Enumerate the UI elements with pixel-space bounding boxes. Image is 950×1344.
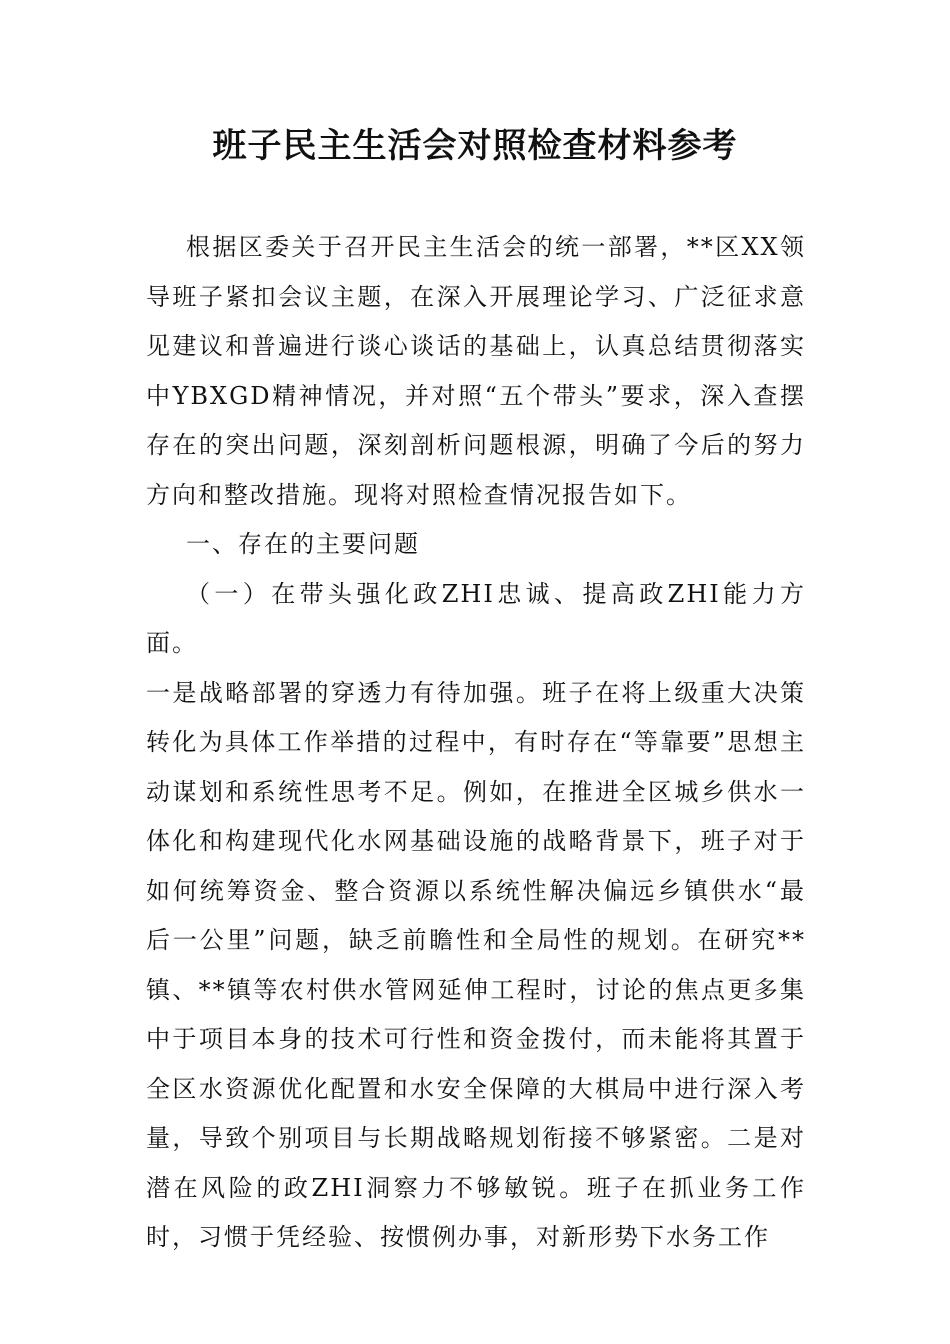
subsection-heading: （一）在带头强化政ZHI忠诚、提高政ZHI能力方面。 xyxy=(146,579,806,657)
document-title: 班子民主生活会对照检查材料参考 xyxy=(212,126,738,166)
section-heading: 一、存在的主要问题 xyxy=(186,530,420,558)
intro-paragraph: 根据区委关于召开民主生活会的统一部署，**区XX领导班子紧扣会议主题，在深入开展理论学习、广泛征求意见建议和普遍进行谈心谈话的基础上，认真总结贯彻落实中YBXGD精神情况，并对照“五个带头”要求，深入查摆存在的突出问题，深刻剖析问题根源，明确了今后的努力方向和整改措施。现将对照检查情况报告如下。 xyxy=(146,233,806,509)
document-body xyxy=(146,223,806,1263)
subsection-body-paragraph: 一是战略部署的穿透力有待加强。班子在将上级重大决策转化为具体工作举措的过程中，有时存在“等靠要”思想主动谋划和系统性思考不足。例如，在推进全区城乡供水一体化和构建现代化水网基础设施的战略背景下，班子对于如何统筹资金、整合资源以系统性解决偏远乡镇供水“最后一公里”问题，缺乏前瞻性和全局性的规划。在研究**镇、**镇等农村供水管网延伸工程时，讨论的焦点更多集中于项目本身的技术可行性和资金拨付，而未能将其置于全区水资源优化配置和水安全保障的大棋局中进行深入考量，导致个别项目与长期战略规划衔接不够紧密。二是对潜在风险的政ZHI洞察力不够敏锐。班子在抓业务工作时，习惯于凭经验、按惯例办事，对新形势下水务工作 xyxy=(146,678,806,1251)
